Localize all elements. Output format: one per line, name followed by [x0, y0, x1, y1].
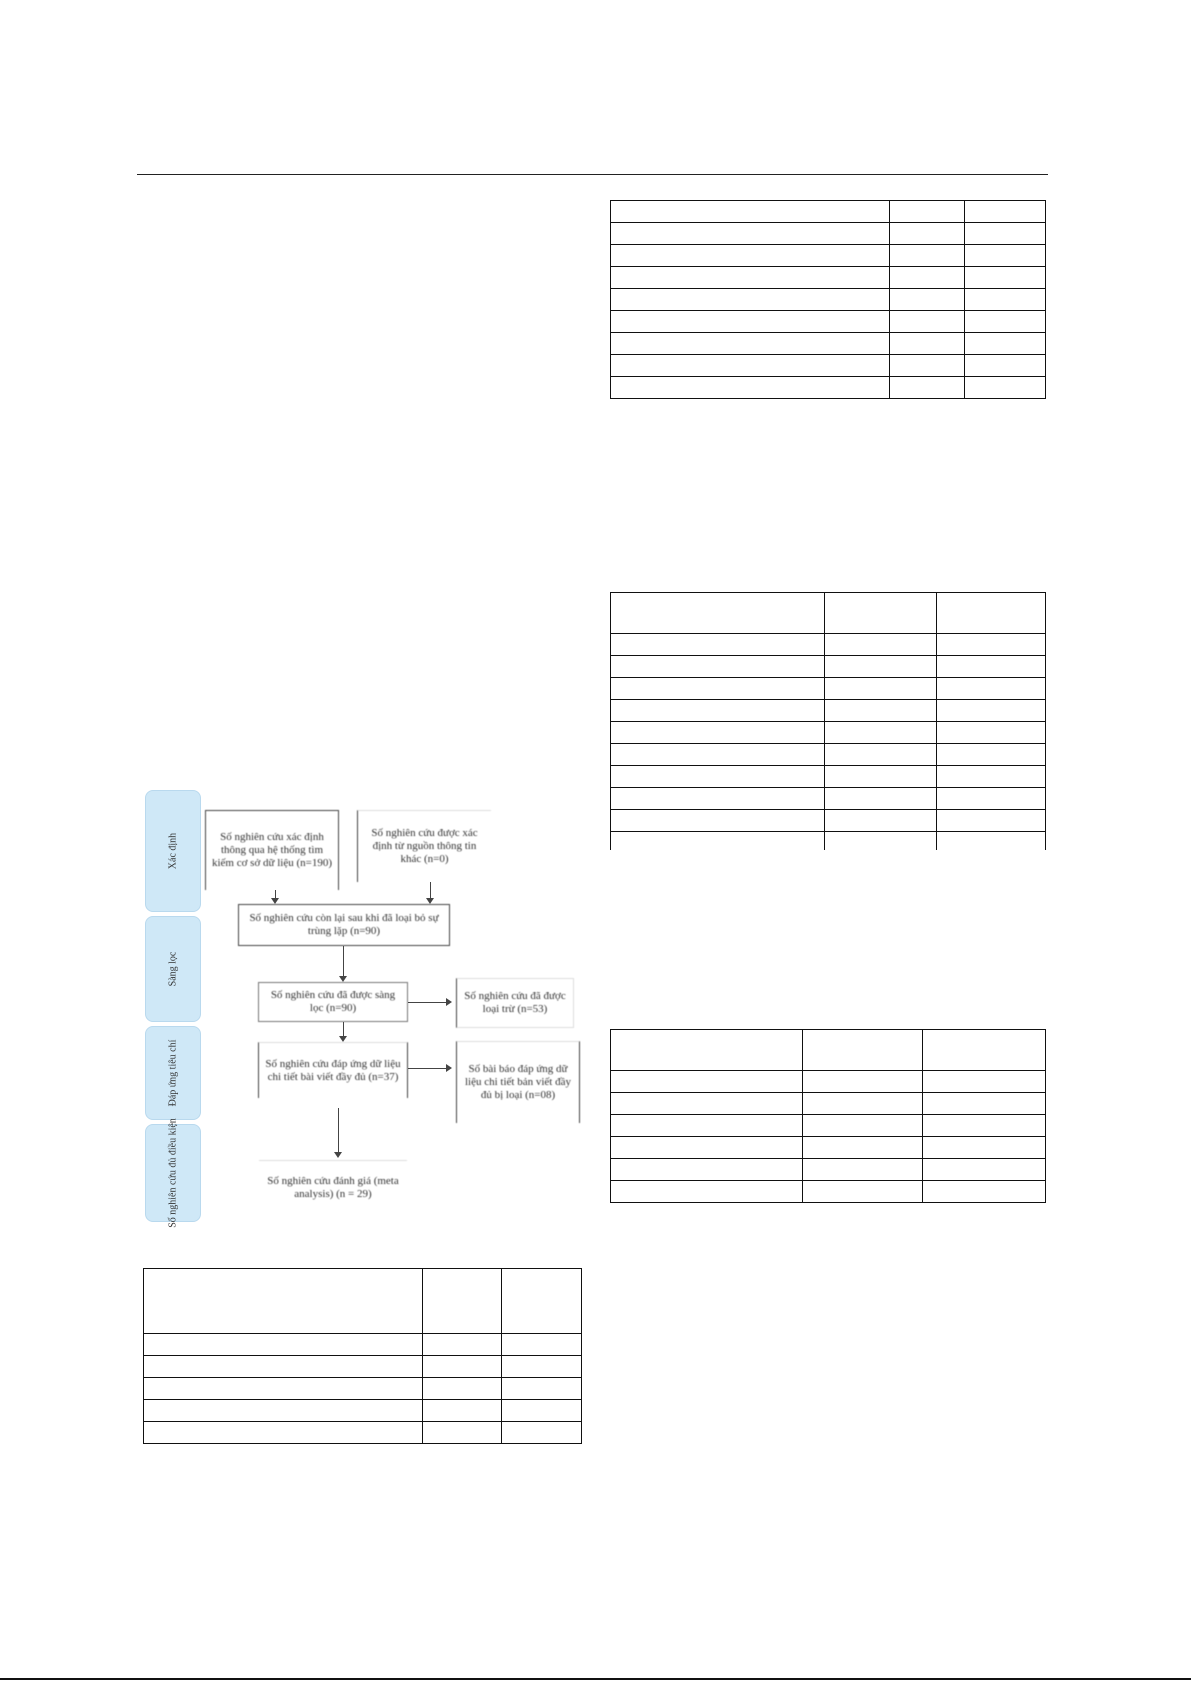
table-row	[144, 1334, 582, 1356]
stage-identification: Xác định	[145, 790, 201, 912]
table-row	[611, 810, 1046, 832]
table-row	[611, 722, 1046, 744]
footer-rule	[0, 1678, 1191, 1680]
box-other-sources: Số nghiên cứu được xác định từ nguồn thông tin khác (n=0)	[357, 810, 491, 882]
table-row	[611, 355, 1046, 377]
box-eligible: Số nghiên cứu đáp ứng dữ liệu chi tiết bài viết đầy đủ (n=37)	[258, 1042, 408, 1098]
box-screened: Số nghiên cứu đã được sàng lọc (n=90)	[258, 982, 408, 1022]
table-row	[144, 1356, 582, 1378]
table-4	[143, 1268, 582, 1444]
box-excluded: Số nghiên cứu đã được loại trừ (n=53)	[456, 978, 574, 1028]
table-row	[144, 1400, 582, 1422]
connector	[408, 1002, 446, 1003]
table-row	[611, 333, 1046, 355]
table-row	[611, 1181, 1046, 1203]
table-3	[610, 1029, 1046, 1203]
connector	[408, 1068, 446, 1069]
table-row	[611, 289, 1046, 311]
arrow-right-icon	[446, 1064, 452, 1072]
table-row	[611, 832, 1046, 851]
table-row	[611, 766, 1046, 788]
table-row	[611, 744, 1046, 766]
arrow-down-icon	[334, 1152, 342, 1158]
table-row	[611, 700, 1046, 722]
table-header-row	[144, 1269, 582, 1334]
table-row	[611, 634, 1046, 656]
arrow-right-icon	[446, 998, 452, 1006]
table-row	[611, 788, 1046, 810]
table-2	[610, 592, 1046, 850]
box-after-duplicates: Số nghiên cứu còn lại sau khi đã loại bỏ sự trùng lặp (n=90)	[238, 904, 450, 946]
header-rule	[137, 174, 1048, 175]
table-row	[611, 1159, 1046, 1181]
connector	[343, 946, 344, 980]
table-row	[611, 1137, 1046, 1159]
stage-included: Số nghiên cứu đủ điều kiện	[145, 1124, 201, 1222]
box-database: Số nghiên cứu xác định thông qua hệ thống tìm kiếm cơ sở dữ liệu (n=190)	[205, 810, 339, 890]
table-row	[611, 1071, 1046, 1093]
table-row	[611, 377, 1046, 399]
prisma-flowchart	[143, 786, 583, 1228]
stage-eligibility: Đáp ứng tiêu chí	[145, 1026, 201, 1120]
table-row	[611, 201, 1046, 223]
table-row	[144, 1378, 582, 1400]
table-row	[611, 311, 1046, 333]
table-row	[611, 223, 1046, 245]
table-row	[611, 678, 1046, 700]
table-row	[611, 267, 1046, 289]
table-1	[610, 200, 1046, 399]
connector	[338, 1108, 339, 1154]
table-row	[611, 1115, 1046, 1137]
table-header-row	[611, 593, 1046, 634]
table-header-row	[611, 1030, 1046, 1071]
box-full-text-excluded: Số bài báo đáp ứng dữ liệu chi tiết bản viết đầy đủ bị loại (n=08)	[456, 1041, 580, 1123]
table-row	[611, 656, 1046, 678]
table-row	[144, 1422, 582, 1444]
stage-screening: Sàng lọc	[145, 916, 201, 1022]
box-included: Số nghiên cứu đánh giá (meta analysis) (n = 29)	[259, 1160, 407, 1214]
table-row	[611, 1093, 1046, 1115]
table-row	[611, 245, 1046, 267]
